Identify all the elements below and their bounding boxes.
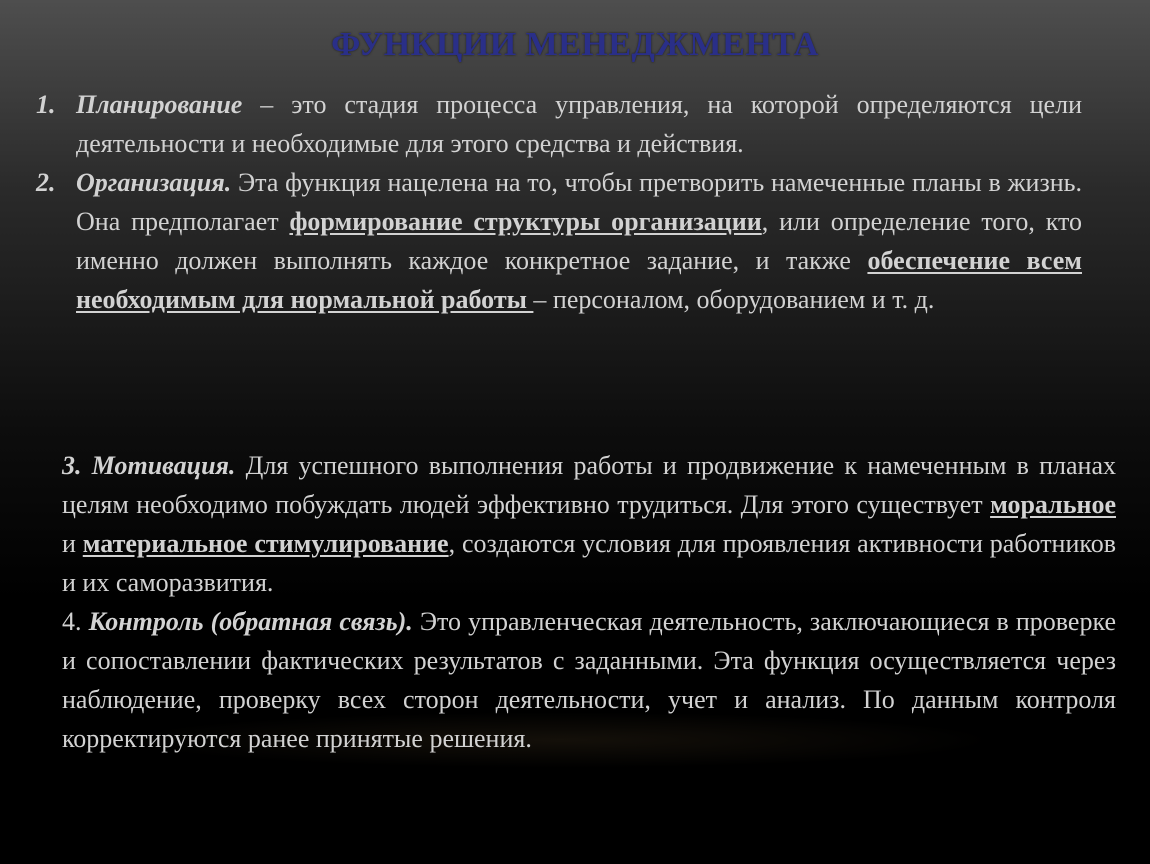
- text-block-2: [62, 446, 1116, 758]
- item-term: Контроль (обратная связь).: [88, 607, 413, 636]
- item-body: [76, 163, 1082, 319]
- item-text: – персоналом, оборудованием и т. д.: [533, 285, 935, 314]
- slide-title: ФУНКЦИИ МЕНЕДЖМЕНТА: [331, 26, 819, 63]
- item-text: Это управленческая деятельность, заключающиеся в проверке и сопоставлении фактических результатов с заданными. Эта функция осуществляется через наблюдение, проверку всех сторон деятельности, учет и анализ. По данным контроля корректируются ранее принятые решения.: [62, 607, 1116, 753]
- item-text: – это стадия процесса управления, на которой определяются цели деятельности и необходимые для этого средства и действия.: [76, 90, 1082, 158]
- item-number: 1.: [36, 90, 56, 119]
- item-emphasis: формирование структуры организации: [289, 207, 762, 236]
- list-item-planning: [36, 85, 1082, 163]
- item-text: и: [62, 529, 83, 558]
- item-text: , или определение того, кто именно должен выполнять каждое конкретное задание, и также: [76, 207, 1082, 275]
- item-emphasis: материальное стимулирование: [82, 529, 449, 558]
- item-term: Организация.: [76, 168, 232, 197]
- item-number: 4.: [62, 607, 82, 636]
- item-number: 3.: [62, 451, 82, 480]
- item-emphasis: обеспечение всем необходимым для нормальной работы: [76, 246, 1082, 314]
- item-emphasis: моральное: [990, 490, 1116, 519]
- item-number: 2.: [36, 168, 56, 197]
- item-body: [76, 85, 1082, 163]
- list-item-control: [62, 602, 1116, 758]
- list-item-motivation: [62, 446, 1116, 602]
- item-text: Для успешного выполнения работы и продвижение к намеченным в планах целям необходимо побуждать людей эффективно трудиться. Для этого существует: [62, 451, 1117, 519]
- item-text: , создаются условия для проявления активности работников и их саморазвития.: [62, 529, 1116, 597]
- item-text: Эта функция нацелена на то, чтобы претворить намеченные планы в жизнь. Она предполагает: [76, 168, 1082, 236]
- item-term: Мотивация.: [91, 451, 236, 480]
- list-item-organization: [36, 163, 1082, 319]
- text-block-1: [36, 85, 1082, 319]
- item-term: Планирование: [76, 90, 243, 119]
